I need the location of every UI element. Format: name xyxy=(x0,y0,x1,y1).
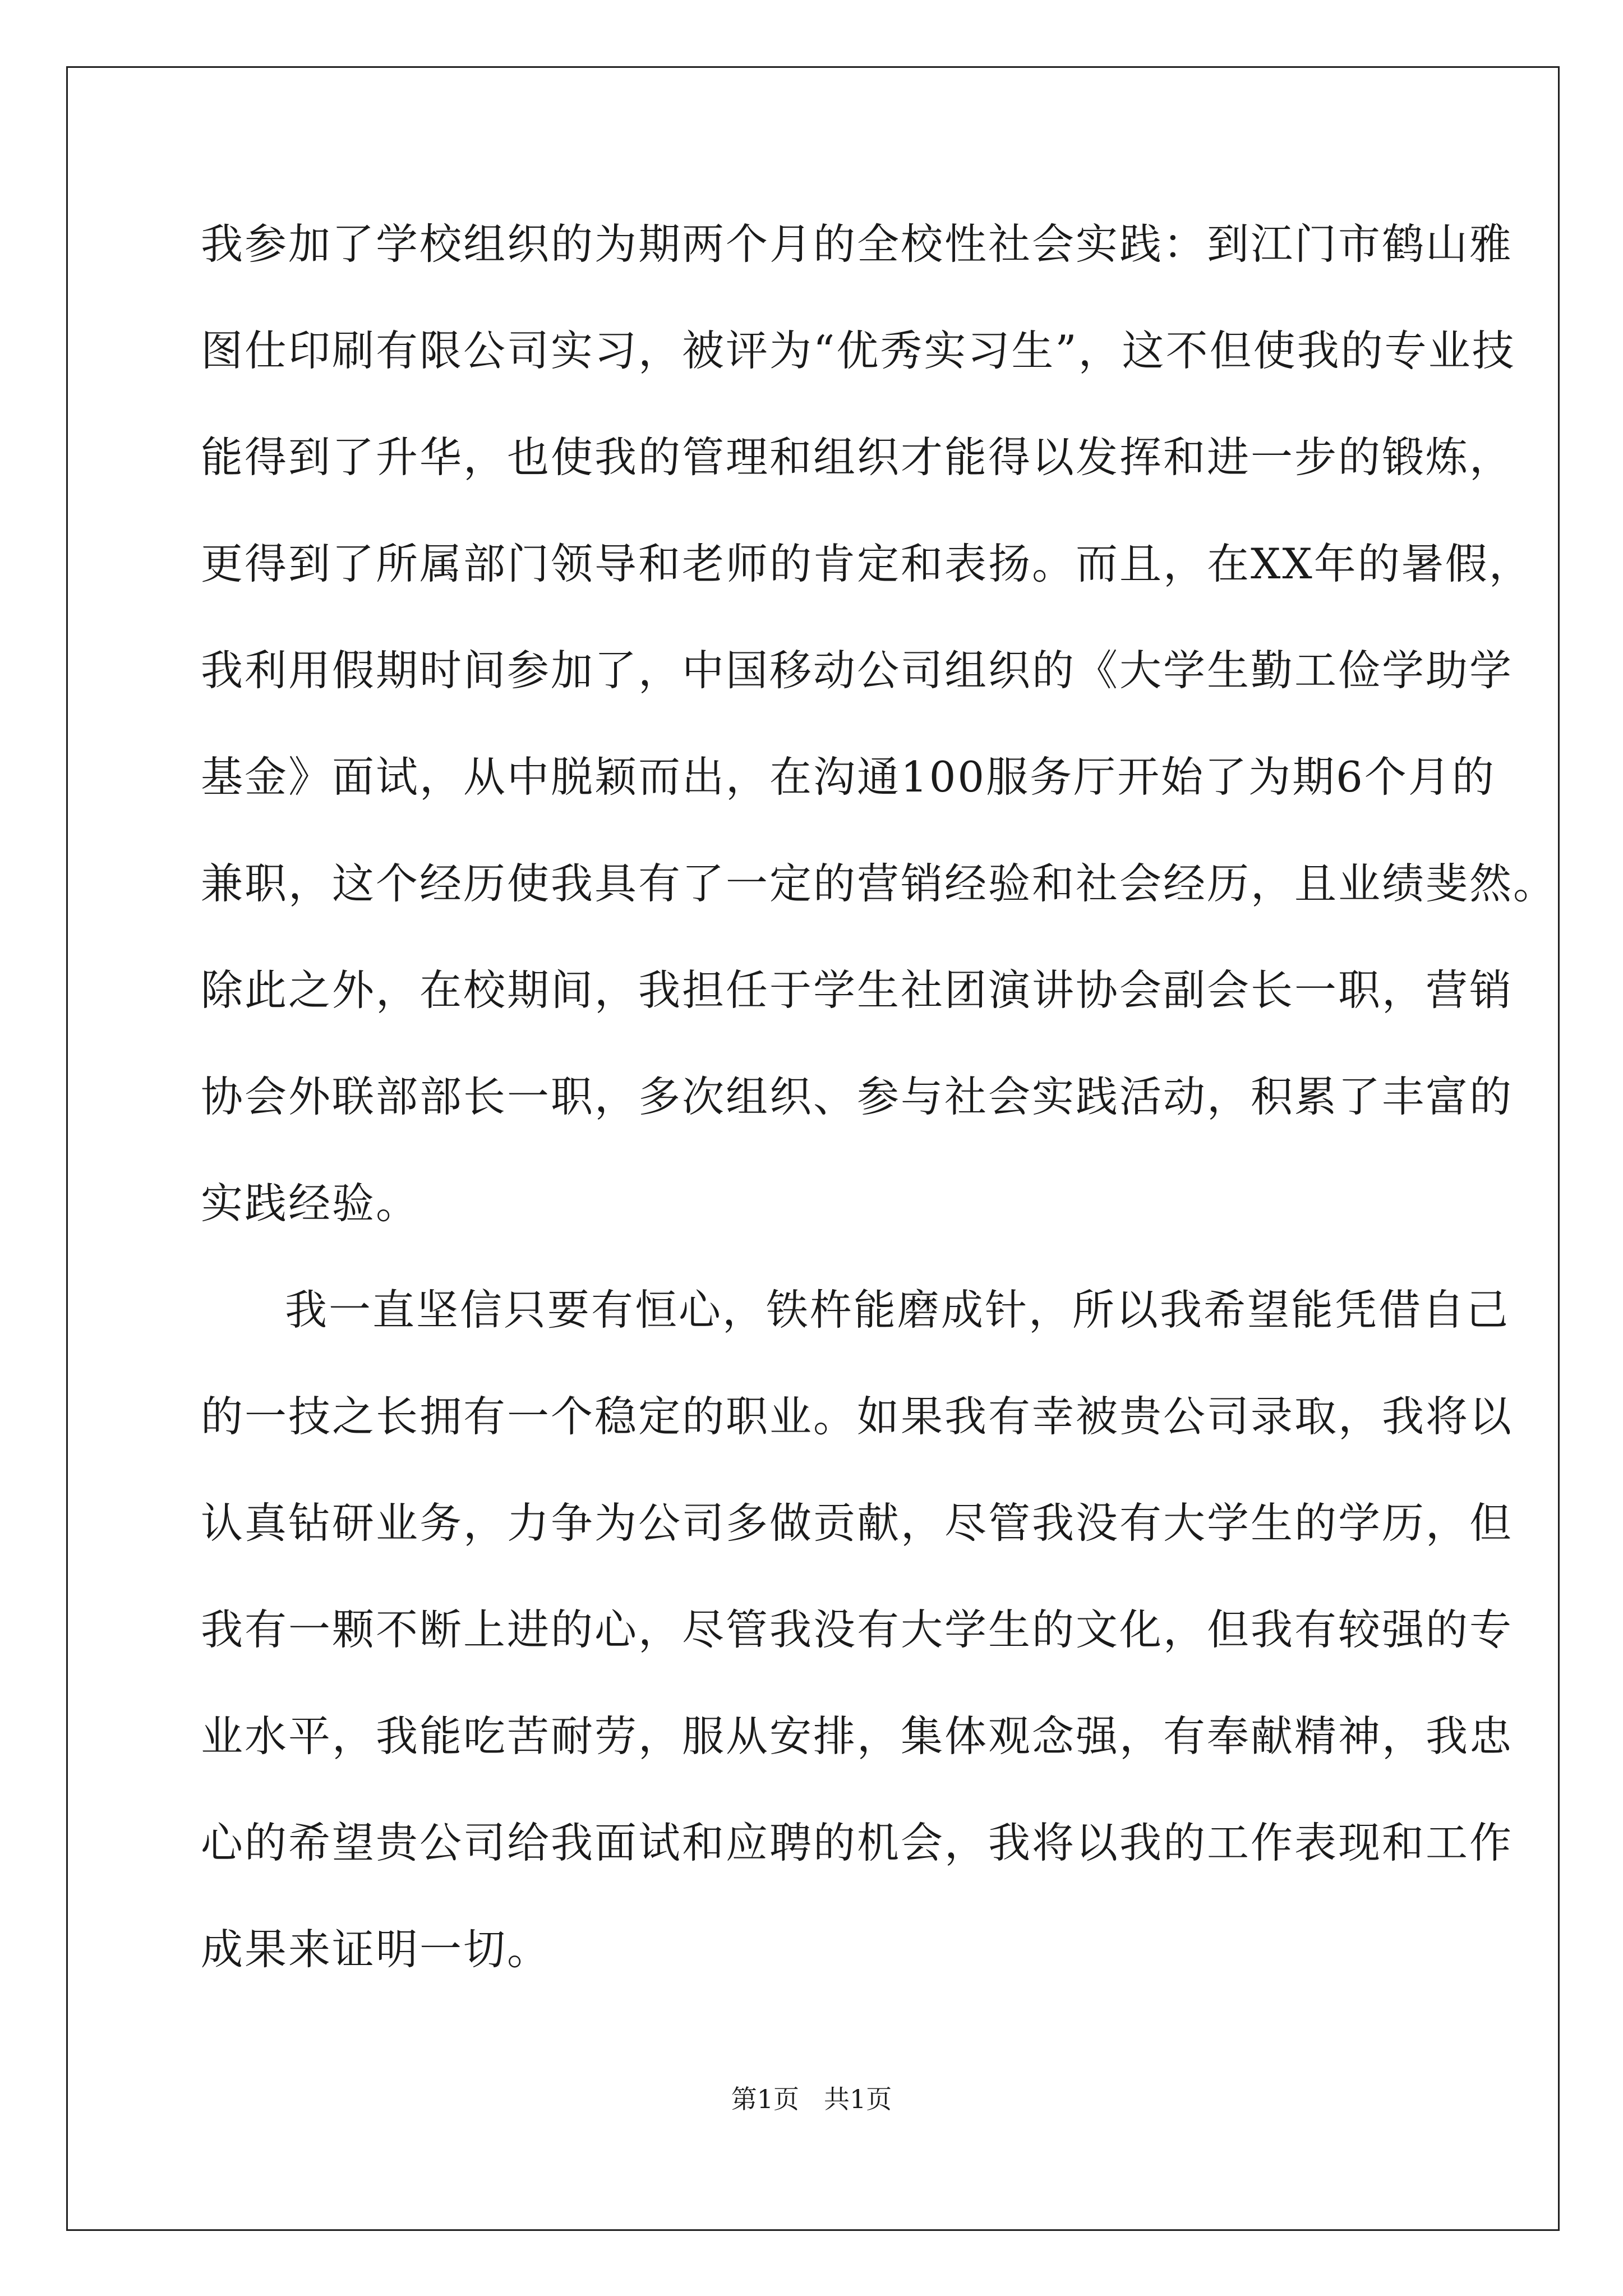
text-line: 图仕印刷有限公司实习，被评为“优秀实习生”，这不但使我的专业技 xyxy=(201,326,1516,375)
text-line-last: 实践经验。 xyxy=(201,1179,420,1228)
text-line: 我有一颗不断上进的心，尽管我没有大学生的文化，但我有较强的专 xyxy=(201,1605,1514,1654)
text-line-first-indented: 我一直坚信只要有恒心，铁杵能磨成针，所以我希望能凭借自己 xyxy=(285,1285,1510,1335)
page-footer xyxy=(0,2082,1623,2116)
page-total: 共1页 xyxy=(823,2084,892,2114)
text-line: 基金》面试，从中脱颖而出，在沟通100服务厅开始了为期6个月的 xyxy=(201,752,1496,802)
text-line: 认真钻研业务，力争为公司多做贡献，尽管我没有大学生的学历，但 xyxy=(201,1498,1514,1548)
document-body xyxy=(201,191,1557,2003)
text-line: 更得到了所属部门领导和老师的肯定和表扬。而且，在XX年的暑假， xyxy=(201,539,1533,588)
text-line: 的一技之长拥有一个稳定的职业。如果我有幸被贵公司录取，我将以 xyxy=(201,1392,1514,1441)
text-line: 兼职，这个经历使我具有了一定的营销经验和社会经历，且业绩斐然。 xyxy=(201,859,1557,908)
paragraph-1 xyxy=(201,191,1557,1257)
text-line: 能得到了升华，也使我的管理和组织才能得以发挥和进一步的锻炼， xyxy=(201,432,1514,482)
page-number: 第1页 xyxy=(731,2084,800,2114)
text-line-last: 成果来证明一切。 xyxy=(201,1925,551,1974)
text-line: 协会外联部部长一职，多次组织、参与社会实践活动，积累了丰富的 xyxy=(201,1072,1514,1121)
text-line: 业水平，我能吃苦耐劳，服从安排，集体观念强，有奉献精神，我忠 xyxy=(201,1711,1514,1761)
paragraph-2 xyxy=(201,1257,1514,2003)
text-line: 我参加了学校组织的为期两个月的全校性社会实践：到江门市鹤山雅 xyxy=(201,219,1514,269)
text-line: 除此之外，在校期间，我担任于学生社团演讲协会副会长一职，营销 xyxy=(201,965,1514,1015)
text-line: 我利用假期时间参加了，中国移动公司组织的《大学生勤工俭学助学 xyxy=(201,646,1514,695)
text-line: 心的希望贵公司给我面试和应聘的机会，我将以我的工作表现和工作 xyxy=(201,1818,1514,1867)
